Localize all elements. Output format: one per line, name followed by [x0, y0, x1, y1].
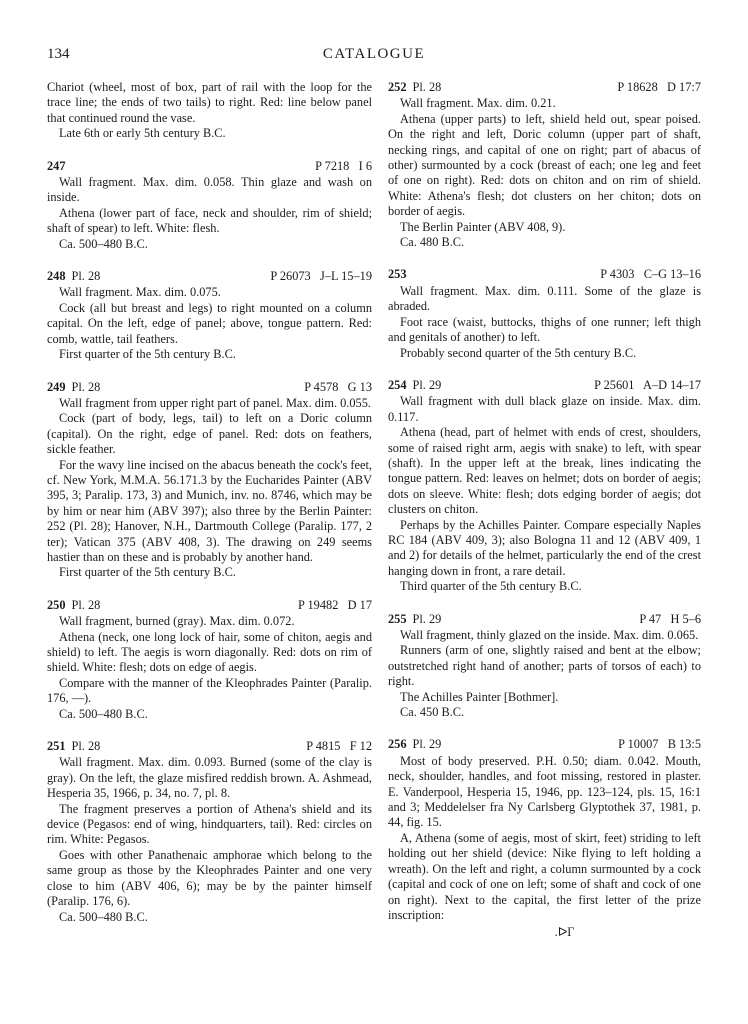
- entry-paragraph: Wall fragment with dull black glaze on inside. Max. dim. 0.117.: [388, 394, 701, 424]
- inventory-number: P 7218 I 6: [315, 158, 372, 173]
- grid-location: F 12: [349, 739, 372, 754]
- entry-number: 249 Pl. 28: [47, 379, 101, 394]
- plate-reference: Pl. 29: [412, 377, 442, 392]
- entry-paragraph: A, Athena (some of aegis, most of skirt, feet) striding to left holding out her shield (device: Nike flying to left holding a wreath). On the left and right, a column surmounted by a cock (capital and cock of one on left; some of shaft and cock of one on right). Next to the capital, the first letter of the prize inscription:: [388, 830, 701, 922]
- entry-number: 253: [388, 267, 407, 282]
- left-column: [47, 80, 372, 925]
- grid-location: G 13: [347, 379, 372, 394]
- entry-paragraph: Athena (head, part of helmet with ends of crest, shoulders, some of raised right arm, aegis with snake) to left, with spear (shaft). In the upper left at the break, lines indicating the tongue pattern. Red: leaves on helmet; dots on border of aegis; dots on sleeve. White: flesh; dots edging border of aegis; dot clusters on chiton.: [388, 425, 701, 517]
- inventory-number: P 19482 D 17: [298, 597, 372, 612]
- entry-date: Third quarter of the 5th century B.C.: [400, 579, 582, 594]
- entry-heading: [388, 80, 701, 95]
- entry-number: 251 Pl. 28: [47, 739, 101, 754]
- intro-paragraph: Chariot (wheel, most of box, part of rail with the loop for the trace line; the ends of two tails) to right. Red: line below panel that continued round the vase.: [47, 80, 372, 125]
- entry-heading: [388, 378, 701, 393]
- entry-paragraph: Wall fragment from upper right part of panel. Max. dim. 0.055.: [59, 395, 371, 410]
- entry-paragraph: The Berlin Painter (ABV 408, 9).: [400, 219, 566, 234]
- inventory-number: P 4303 C–G 13–16: [600, 267, 701, 282]
- plate-reference: Pl. 28: [71, 379, 101, 394]
- inventory-number: P 25601 A–D 14–17: [594, 377, 701, 392]
- catalogue-entry: [388, 737, 701, 940]
- catalogue-entry: [388, 378, 701, 595]
- plate-reference: Pl. 28: [71, 269, 101, 284]
- inventory-number: P 10007 B 13:5: [618, 737, 701, 752]
- entry-heading: [47, 739, 372, 754]
- grid-location: B 13:5: [667, 737, 701, 752]
- entry-date: Ca. 500–480 B.C.: [59, 706, 148, 721]
- entry-heading: [47, 598, 372, 613]
- entry-paragraph: For the wavy line incised on the abacus beneath the cock's feet, cf. New York, M.M.A. 56.171.3 by the Eucharides Painter (ABV 395, 3; Paralip. 173, 3) and Munich, inv. no. 8746, which may be by him or near him (ABV 397); also three by the Berlin Painter: 252 (Pl. 28); Hanover, N.H., Dartmouth College (Paralip. 177, 2 ter); Vatican 375 (ABV 408, 3). The drawing on 249 seems hastier than on these and is probably by another hand.: [47, 457, 372, 564]
- entry-paragraph: Compare with the manner of the Kleophrades Painter (Paralip. 176, —).: [47, 675, 372, 706]
- catalogue-entry: [47, 380, 372, 581]
- grid-location: H 5–6: [670, 611, 701, 626]
- inventory-number: P 4578 G 13: [304, 379, 372, 394]
- entry-date: Probably second quarter of the 5th century B.C.: [400, 345, 637, 360]
- entry-date: Ca. 480 B.C.: [400, 235, 465, 250]
- entry-date: Ca. 500–480 B.C.: [59, 909, 148, 924]
- plate-reference: Pl. 29: [412, 737, 442, 752]
- grid-location: D 17:7: [667, 80, 701, 94]
- entry-date: First quarter of the 5th century B.C.: [59, 347, 236, 362]
- plate-reference: Pl. 29: [412, 611, 442, 626]
- entry-paragraph: Perhaps by the Achilles Painter. Compare especially Naples RC 184 (ABV 409, 3); also Bologna 11 and 12 (ABV 409, 1 and 2) for details of the helmet, particularly the end of the crest hanging down in front, a rare detail.: [388, 517, 701, 578]
- entry-paragraph: Wall fragment, thinly glazed on the inside. Max. dim. 0.065.: [400, 628, 699, 642]
- entry-paragraph: Most of body preserved. P.H. 0.50; diam. 0.042. Mouth, neck, shoulder, handles, and foot missing, restored in plaster. E. Vanderpool, Hesperia 15, 1946, pp. 123–124, pls. 15, 16:1 and 3; Meddelelser fra Ny Carlsberg Glyptothek 37, 1981, p. 44, fig. 15.: [388, 753, 701, 830]
- entry-paragraph: Wall fragment. Max. dim. 0.093. Burned (some of the clay is gray). On the left, the glaze misfired reddish brown. A. Ashmead, Hesperia 35, 1966, p. 34, no. 7, pl. 8.: [47, 755, 372, 801]
- entry-paragraph: Cock (part of body, legs, tail) to left on a Doric column (capital). On the right, edge of panel. Red: dots on feathers, sickle feather.: [47, 411, 372, 457]
- entry-number: 247: [47, 158, 66, 173]
- entry-paragraph: The fragment preserves a portion of Athena's shield and its device (Pegasos: end of wing, hindquarters, tail). Red: circles on rim. White: Pegasos.: [47, 801, 372, 847]
- entry-paragraph: Wall fragment. Max. dim. 0.075.: [59, 285, 221, 300]
- entry-paragraph: Wall fragment. Max. dim. 0.21.: [400, 96, 556, 111]
- entry-number: 250 Pl. 28: [47, 597, 101, 612]
- catalogue-entry: [47, 269, 372, 362]
- catalogue-entry: [47, 159, 372, 252]
- entry-paragraph: The Achilles Painter [Bothmer].: [400, 689, 559, 704]
- entry-paragraph: Foot race (waist, buttocks, thighs of one runner; left thigh and genitals of another) to left.: [388, 314, 701, 345]
- catalogue-entry: [388, 267, 701, 360]
- entry-date: First quarter of the 5th century B.C.: [59, 565, 236, 580]
- catalogue-entry: [388, 80, 701, 250]
- inventory-number: P 47 H 5–6: [639, 611, 701, 626]
- entry-number: 255 Pl. 29: [388, 611, 442, 626]
- catalogue-entry: [47, 739, 372, 925]
- entry-heading: [47, 159, 372, 174]
- grid-location: D 17: [347, 597, 372, 612]
- entry-number: 254 Pl. 29: [388, 377, 442, 392]
- grid-location: C–G 13–16: [643, 267, 701, 282]
- plate-reference: Pl. 28: [412, 80, 442, 94]
- entry-paragraph: Cock (all but breast and legs) to right mounted on a column capital. On the left, edge of panel; above, tongue pattern. Red: comb, wattle, tail feathers.: [47, 300, 372, 346]
- prize-inscription: .ᐅΓ: [554, 925, 575, 940]
- entry-paragraph: Wall fragment, burned (gray). Max. dim. 0.072.: [59, 614, 295, 629]
- entry-heading: [47, 269, 372, 284]
- entry-date: Ca. 450 B.C.: [400, 705, 465, 720]
- entry-paragraph: Wall fragment. Max. dim. 0.058. Thin glaze and wash on inside.: [47, 175, 372, 205]
- entry-heading: [388, 612, 701, 627]
- entry-number: 252 Pl. 28: [388, 80, 442, 94]
- entry-number: 248 Pl. 28: [47, 269, 101, 284]
- inventory-number: P 4815 F 12: [306, 739, 372, 754]
- entry-heading: [47, 380, 372, 395]
- page-title: CATALOGUE: [322, 46, 426, 62]
- plate-reference: Pl. 28: [71, 597, 101, 612]
- catalogue-entry: [388, 612, 701, 721]
- grid-location: J–L 15–19: [319, 269, 372, 284]
- page-number: 134: [47, 46, 70, 62]
- intro-date: Late 6th or early 5th century B.C.: [59, 126, 226, 141]
- entry-heading: [388, 737, 701, 752]
- plate-reference: Pl. 28: [71, 739, 101, 754]
- entry-date: Ca. 500–480 B.C.: [59, 236, 148, 251]
- entry-number: 256 Pl. 29: [388, 737, 442, 752]
- entry-paragraph: Athena (lower part of face, neck and shoulder, rim of shield; shaft of spear) to left. White: flesh.: [47, 205, 372, 236]
- entry-paragraph: Runners (arm of one, slightly raised and bent at the elbow; outstretched right hand of another; parts of torsos of each) to right.: [388, 643, 701, 689]
- right-column: [388, 80, 701, 941]
- entry-paragraph: Wall fragment. Max. dim. 0.111. Some of the glaze is abraded.: [388, 283, 701, 314]
- entry-paragraph: Athena (neck, one long lock of hair, some of chiton, aegis and shield) to left. The aegis is worn diagonally. Red: dots on rim of shield. White: flesh; dots on edge of aegis.: [47, 629, 372, 675]
- entry-heading: [388, 267, 701, 282]
- entry-paragraph: Athena (upper parts) to left, shield held out, spear poised. On the right and left, Doric column (upper part of shaft, necking rings, and capital of one on right; part of abacus of other) surmounted by a cock (breast of each; one leg and feet of one on right). Red: dots on chiton and on rim of shield. White: Athena's flesh; dot clusters on her chiton; dots on border of aegis.: [388, 111, 701, 219]
- inventory-number: P 18628 D 17:7: [617, 80, 701, 94]
- catalogue-entry: [47, 598, 372, 722]
- inventory-number: P 26073 J–L 15–19: [270, 269, 372, 284]
- grid-location: A–D 14–17: [643, 377, 701, 392]
- entry-paragraph: Goes with other Panathenaic amphorae which belong to the same group as those by the Kleophrades Painter and one very close to him (ABV 406, 6); may be by the painter himself (Paralip. 176, 6).: [47, 847, 372, 909]
- grid-location: I 6: [358, 158, 372, 173]
